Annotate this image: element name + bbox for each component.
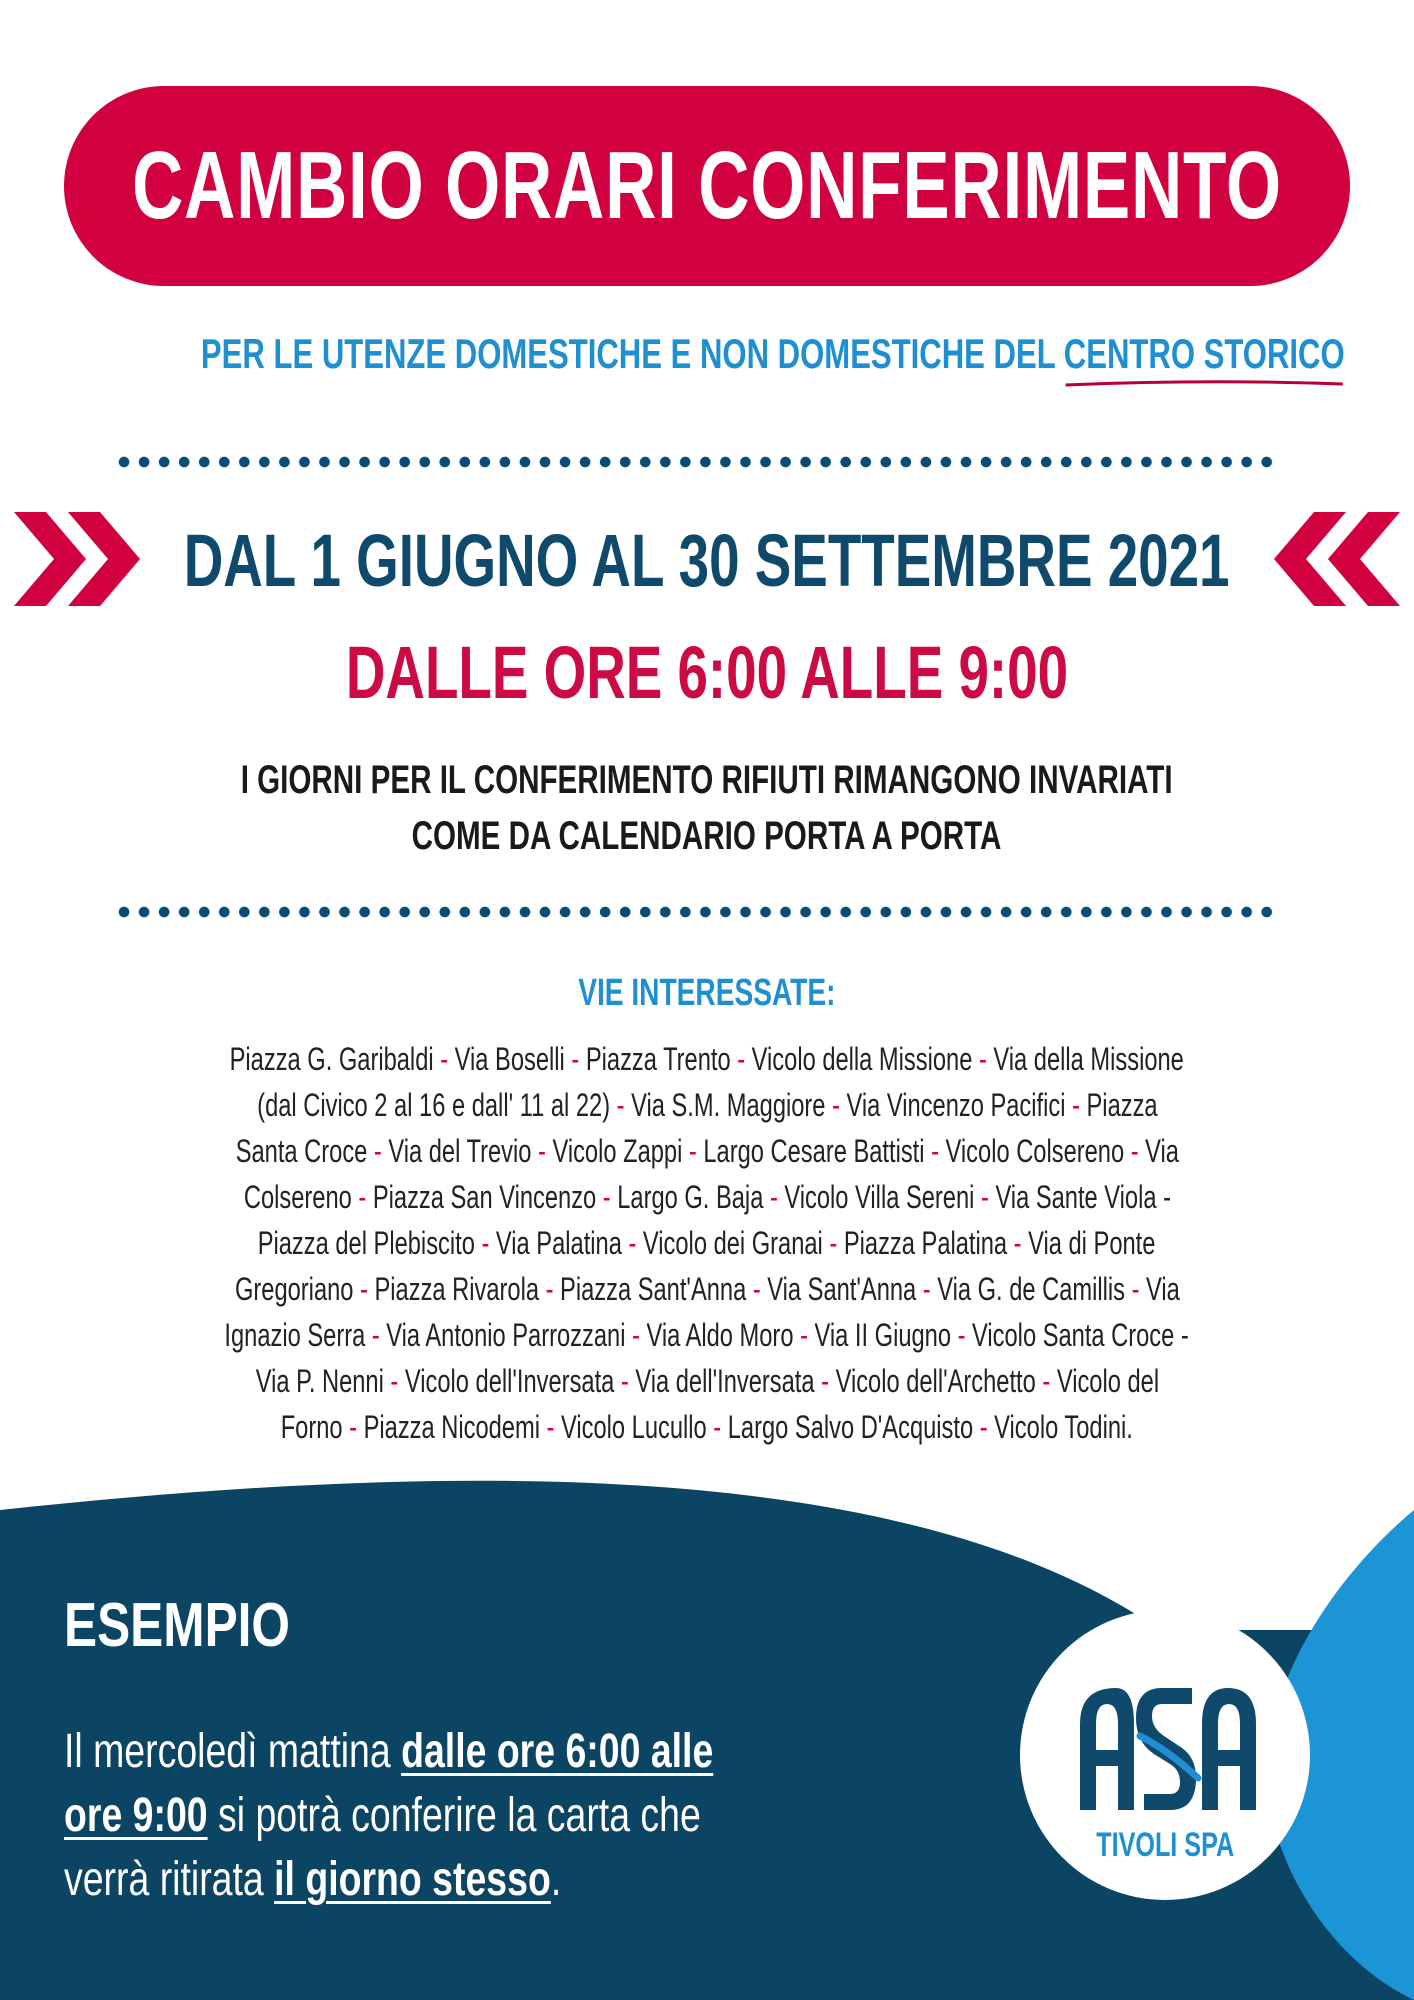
street-separator: -	[682, 1133, 704, 1169]
period-heading: DAL 1 GIUGNO AL 30 SETTEMBRE 2021	[184, 519, 1230, 602]
dotted-divider-top	[114, 456, 1274, 468]
street-line: Forno - Piazza Nicodemi - Vicolo Lucullo - Largo Salvo D'Acquisto - Vicolo Todini.	[280, 1409, 1134, 1445]
street-line: (dal Civico 2 al 16 e dall' 11 al 22) - Via S.M. Maggiore - Via Vincenzo Pacifici - Piazza	[256, 1087, 1158, 1123]
logo-subtitle: TIVOLI SPA	[1096, 1826, 1234, 1864]
street-separator: -	[1124, 1271, 1146, 1307]
subtitle	[0, 330, 1414, 378]
street-line: Ignazio Serra - Via Antonio Parrozzani - Via Aldo Moro - Via II Giugno - Vicolo Santa Croce -	[224, 1317, 1190, 1353]
dotted-divider-bottom	[114, 906, 1274, 918]
street-separator: -	[353, 1271, 375, 1307]
subtitle-prefix: PER LE UTENZE DOMESTICHE E NON DOMESTICHE DEL	[200, 330, 1064, 377]
street-separator: -	[613, 1363, 635, 1399]
subtitle-highlight: CENTRO STORICO	[1064, 330, 1345, 378]
street-line: Colsereno - Piazza San Vincenzo - Largo G. Baja - Vicolo Villa Sereni - Via Sante Viola -	[243, 1179, 1171, 1215]
street-separator: -	[823, 1225, 845, 1261]
street-separator: -	[706, 1409, 728, 1445]
example-body: Il mercoledì mattina dalle ore 6:00 alle ore 9:00 si potrà conferire la carta che verrà ritirata il giorno stesso.	[64, 1725, 714, 1906]
street-separator: -	[531, 1133, 553, 1169]
info-line-2: COME DA CALENDARIO PORTA A PORTA	[412, 814, 1002, 858]
street-line: Piazza del Plebiscito - Via Palatina - Vicolo dei Granai - Piazza Palatina - Via di Ponte	[258, 1225, 1156, 1261]
street-separator: -	[924, 1133, 946, 1169]
street-separator: -	[433, 1041, 455, 1077]
example-title: ESEMPIO	[64, 1591, 291, 1660]
asa-logo-icon	[1078, 1686, 1258, 1810]
streets-list	[0, 1036, 1414, 1450]
hours-heading: DALLE ORE 6:00 ALLE 9:00	[345, 631, 1069, 714]
street-separator: -	[793, 1317, 815, 1353]
street-separator: -	[366, 1133, 389, 1169]
street-separator: -	[730, 1041, 752, 1077]
street-separator: -	[622, 1225, 644, 1261]
street-separator: -	[915, 1271, 937, 1307]
underline-swoosh-icon	[1064, 376, 1345, 390]
street-separator: -	[973, 1409, 995, 1445]
street-separator: -	[1035, 1363, 1057, 1399]
street-separator: -	[595, 1179, 617, 1215]
street-separator: -	[538, 1271, 560, 1307]
street-separator: -	[762, 1179, 784, 1215]
street-separator: -	[1007, 1225, 1029, 1261]
street-separator: -	[625, 1317, 647, 1353]
street-separator: -	[814, 1363, 836, 1399]
street-separator: -	[745, 1271, 767, 1307]
street-line: Via P. Nenni - Vicolo dell'Inversata - Via dell'Inversata - Vicolo dell'Archetto - Vicolo del	[255, 1363, 1159, 1399]
street-separator: -	[365, 1317, 387, 1353]
street-separator: -	[540, 1409, 562, 1445]
street-separator: -	[565, 1041, 587, 1077]
street-separator: -	[1065, 1087, 1087, 1123]
info-line-1: I GIORNI PER IL CONFERIMENTO RIFIUTI RIMANGONO INVARIATI	[241, 758, 1173, 802]
street-separator: -	[351, 1179, 373, 1215]
street-line: Gregoriano - Piazza Rivarola - Piazza Sant'Anna - Via Sant'Anna - Via G. de Camillis - Via	[234, 1271, 1180, 1307]
street-line: Santa Croce - Via del Trevio - Vicolo Zappi - Largo Cesare Battisti - Vicolo Colsereno - Via	[235, 1133, 1179, 1169]
street-separator: -	[951, 1317, 973, 1353]
street-line: Piazza G. Garibaldi - Via Boselli - Piazza Trento - Vicolo della Missione - Via della Missione	[229, 1041, 1185, 1077]
street-separator: -	[383, 1363, 405, 1399]
street-separator: -	[609, 1087, 631, 1123]
street-separator: -	[825, 1087, 847, 1123]
street-separator: -	[475, 1225, 497, 1261]
street-separator: -	[342, 1409, 364, 1445]
street-separator: -	[973, 1179, 996, 1215]
street-separator: -	[1123, 1133, 1145, 1169]
page-title: CAMBIO ORARI CONFERIMENTO	[132, 132, 1282, 239]
title-banner	[64, 86, 1350, 286]
street-separator: -	[972, 1041, 994, 1077]
streets-title: VIE INTERESSATE:	[578, 972, 836, 1014]
